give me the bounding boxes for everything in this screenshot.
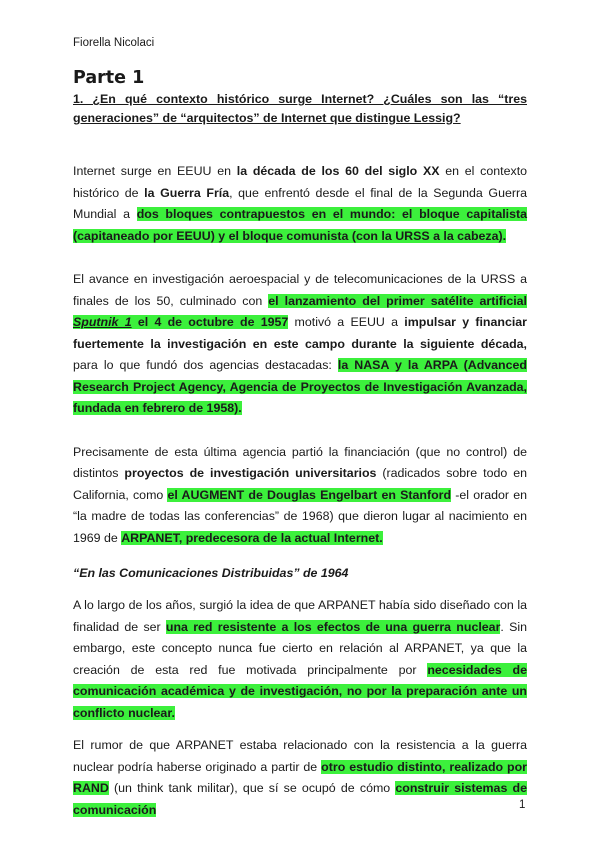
- p1-text-1: Internet surge en EEUU en: [73, 164, 237, 178]
- document-body: [73, 66, 527, 821]
- p3-text-3: -el orador en “la madre de todas las conferencias” de 1968) que dieron lugar al nacimiento en 1969 de: [73, 487, 528, 545]
- p2-text-1: El avance en investigación aeroespacial y de telecomunicaciones de la URSS a finales de los 50, culminado con: [73, 272, 527, 308]
- p1-highlight-1: dos bloques contrapuestos en el mundo: el bloque capitalista (capitaneado por EEUU) y el bloque comunista (con la URSS a la cabeza).: [73, 207, 528, 243]
- p4-text-1: A lo largo de los años, surgió la idea de que ARPANET había sido diseñado con la finalidad de ser: [73, 598, 527, 634]
- p5-text-2: (un think tank militar), que sí se ocupó de cómo: [108, 781, 396, 795]
- p4-highlight-2: necesidades de comunicación académica y de investigación, no por la preparación ante un conflicto nuclear.: [73, 662, 527, 720]
- p1-bold-1: la década de los 60 del siglo XX: [236, 164, 440, 178]
- p2-highlight-2: el 4 de octubre de 1957: [131, 315, 289, 329]
- p2-highlight-sputnik: Sputnik 1: [73, 315, 132, 329]
- question-heading: 1. ¿En qué contexto histórico surge Internet? ¿Cuáles son las “tres generaciones” de “arquitectos” de Internet que distingue Lessig?: [73, 92, 527, 125]
- p3-bold-1: proyectos de investigación universitarios: [124, 466, 377, 480]
- paragraph-2: [73, 269, 527, 420]
- p3-highlight-2: ARPANET, predecesora de la actual Internet.: [121, 530, 383, 545]
- subheading: “En las Comunicaciones Distribuidas” de 1964: [73, 566, 349, 580]
- p1-text-3: , que enfrentó desde el final de la Segunda Guerra Mundial a: [73, 185, 527, 221]
- p2-text-3: para lo que fundó dos agencias destacadas:: [73, 358, 338, 372]
- p2-bold-1: impulsar y financiar fuertemente la investigación en este campo durante la siguiente década,: [73, 315, 527, 351]
- paragraph-1: [73, 161, 527, 247]
- p2-highlight-1: el lanzamiento del primer satélite artificial: [268, 293, 527, 308]
- paragraph-5: [73, 735, 527, 821]
- p4-highlight-1: una red resistente a los efectos de una guerra nuclear: [165, 619, 501, 634]
- p3-highlight-1: el AUGMENT de Douglas Engelbart en Stanford: [167, 487, 452, 502]
- p4-text-2: . Sin embargo, este concepto nunca fue cierto en relación al ARPANET, ya que la creación de esta red fue motivada principalmente por: [73, 619, 527, 677]
- p5-highlight-2: construir sistemas de comunicación: [73, 781, 527, 817]
- p3-text-2: (radicados sobre todo en California, como: [73, 466, 527, 502]
- p2-highlight-3: la NASA y la ARPA (Advanced Research Project Agency, Agencia de Proyectos de Investigación Avanzada, fundada en febrero de 1958).: [73, 358, 527, 415]
- paragraph-3: [73, 442, 527, 550]
- page-number: 1: [519, 799, 526, 811]
- p5-highlight-1: otro estudio distinto, realizado por RAND: [73, 759, 528, 795]
- p1-bold-2: la Guerra Fría: [144, 185, 230, 200]
- p5-text-1: El rumor de que ARPANET estaba relacionado con la resistencia a la guerra nuclear podría haberse originado a partir de: [73, 738, 527, 774]
- p1-text-2: en el contexto histórico de: [73, 164, 528, 200]
- section-title: Parte 1: [73, 68, 145, 88]
- p3-text-1: Precisamente de esta última agencia partió la financiación (que no control) de distintos: [73, 444, 527, 480]
- header-author: Fiorella Nicolaci: [73, 37, 155, 49]
- p2-text-2: motivó a EEUU a: [288, 315, 405, 329]
- paragraph-4: [73, 595, 527, 724]
